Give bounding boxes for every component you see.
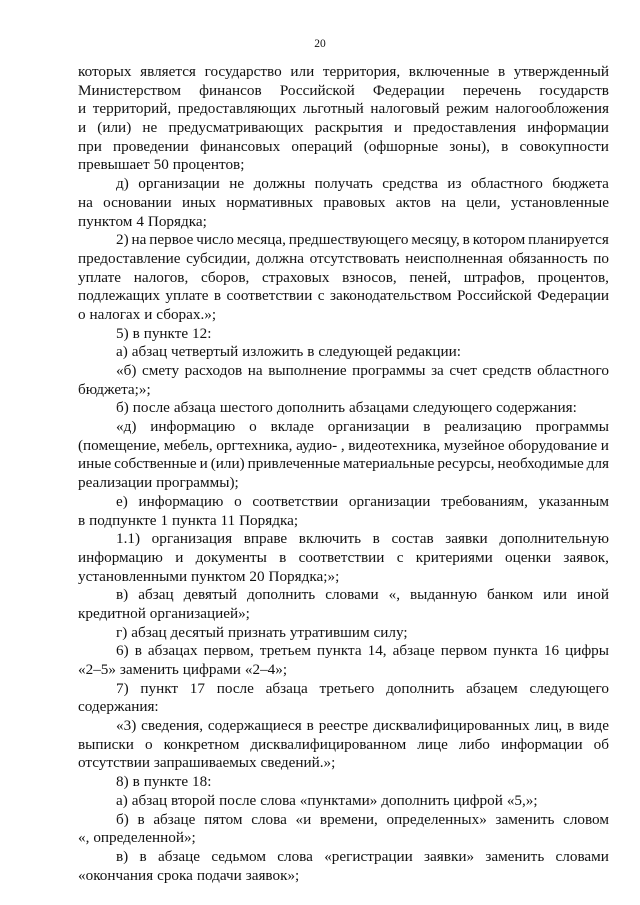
text-line: и (или) не предусматривающих раскрытия и предоставления информации xyxy=(78,119,609,137)
text-line: превышает 50 процентов; xyxy=(78,156,245,174)
text-line: б) после абзаца шестого дополнить абзацами следующего содержания: xyxy=(116,399,577,417)
paragraph xyxy=(78,418,609,493)
paragraph xyxy=(78,848,609,885)
text-line: реализации программы); xyxy=(78,474,239,492)
paragraph xyxy=(78,325,609,344)
text-line: «окончания срока подачи заявок»; xyxy=(78,866,300,884)
paragraph xyxy=(78,773,609,792)
text-line: бюджета;»; xyxy=(78,380,151,398)
paragraph xyxy=(78,624,609,643)
text-line: которых является государство или территория, включенные в утвержденный xyxy=(78,63,609,80)
paragraph xyxy=(78,680,609,717)
text-line: 2) на первое число месяца, предшествующего месяцу, в котором планируется xyxy=(116,231,609,249)
text-line: и территорий, предоставляющих льготный налоговый режим налогообложения xyxy=(78,100,609,118)
text-line: е) информацию о соответствии организации требованиям, указанным xyxy=(116,492,609,510)
text-line: д) организации не должны получать средства из областного бюджета xyxy=(116,175,609,193)
text-line: установленными пунктом 20 Порядка;»; xyxy=(78,567,340,585)
paragraph xyxy=(78,642,609,679)
document-body xyxy=(78,63,609,885)
text-line: подлежащих уплате в соответствии с законодательством Российской Федерации xyxy=(78,287,609,305)
text-line: а) абзац второй после слова «пунктами» дополнить цифрой «5,»; xyxy=(116,791,538,809)
text-line: о налогах и сборах.»; xyxy=(78,305,217,323)
paragraph xyxy=(78,63,609,175)
text-line: «3) сведения, содержащиеся в реестре дисквалифицированных лиц, в виде xyxy=(116,717,609,735)
text-line: при проведении финансовых операций (офшорные зоны), в совокупности xyxy=(78,137,609,155)
text-line: «2–5» заменить цифрами «2–4»; xyxy=(78,661,288,678)
text-line: иные собственные и (или) привлеченные материальные ресурсы, необходимые для xyxy=(78,455,609,473)
text-line: 1.1) организация вправе включить в состав заявки дополнительную xyxy=(116,530,609,548)
text-line: 5) в пункте 12: xyxy=(116,324,212,342)
paragraph xyxy=(78,717,609,773)
text-line: «б) смету расходов на выполнение программы за счет средств областного xyxy=(116,362,609,379)
text-line: предоставление субсидии, должна отсутствовать неисполненная обязанность по xyxy=(78,249,609,267)
text-line: «, определенной»; xyxy=(78,829,196,847)
paragraph xyxy=(78,811,609,848)
text-line: кредитной организацией»; xyxy=(78,604,250,622)
page-number: 20 xyxy=(314,38,326,50)
text-line: содержания: xyxy=(78,698,159,716)
paragraph xyxy=(78,530,609,586)
paragraph xyxy=(78,231,609,324)
text-line: «д) информацию о вкладе организации в реализацию программы xyxy=(116,418,609,436)
text-line: 6) в абзацах первом, третьем пункта 14, абзаце первом пункта 16 цифры xyxy=(116,642,609,660)
text-line: уплате налогов, сборов, страховых взносов, пеней, штрафов, процентов, xyxy=(78,268,609,286)
text-line: в) в абзаце седьмом слова «регистрации заявки» заменить словами xyxy=(116,847,609,865)
text-line: б) в абзаце пятом слова «и времени, определенных» заменить словом xyxy=(116,810,609,828)
text-line: информацию и документы в соответствии с критериями оценки заявок, xyxy=(78,548,609,566)
text-line: выписки о конкретном дисквалифицированном лице либо информации об xyxy=(78,735,609,753)
paragraph xyxy=(78,493,609,530)
text-line: Министерством финансов Российской Федерации перечень государств xyxy=(78,81,609,99)
paragraph xyxy=(78,362,609,399)
paragraph xyxy=(78,343,609,362)
paragraph xyxy=(78,586,609,623)
text-line: пунктом 4 Порядка; xyxy=(78,212,207,230)
text-line: 7) пункт 17 после абзаца третьего дополнить абзацем следующего xyxy=(116,679,609,697)
text-line: в подпункте 1 пункта 11 Порядка; xyxy=(78,511,299,529)
text-line: (помещение, мебель, оргтехника, аудио- , видеотехника, музейное оборудование и xyxy=(78,436,609,454)
paragraph xyxy=(78,175,609,231)
text-line: отсутствии запрашиваемых сведений.»; xyxy=(78,754,336,772)
text-line: на основании иных нормативных правовых актов на цели, установленные xyxy=(78,193,609,211)
paragraph xyxy=(78,399,609,418)
text-line: а) абзац четвертый изложить в следующей редакции: xyxy=(116,343,461,361)
text-line: г) абзац десятый признать утратившим силу; xyxy=(116,623,408,641)
text-line: 8) в пункте 18: xyxy=(116,773,212,791)
paragraph xyxy=(78,792,609,811)
text-line: в) абзац девятый дополнить словами «, выданную банком или иной xyxy=(116,586,609,604)
